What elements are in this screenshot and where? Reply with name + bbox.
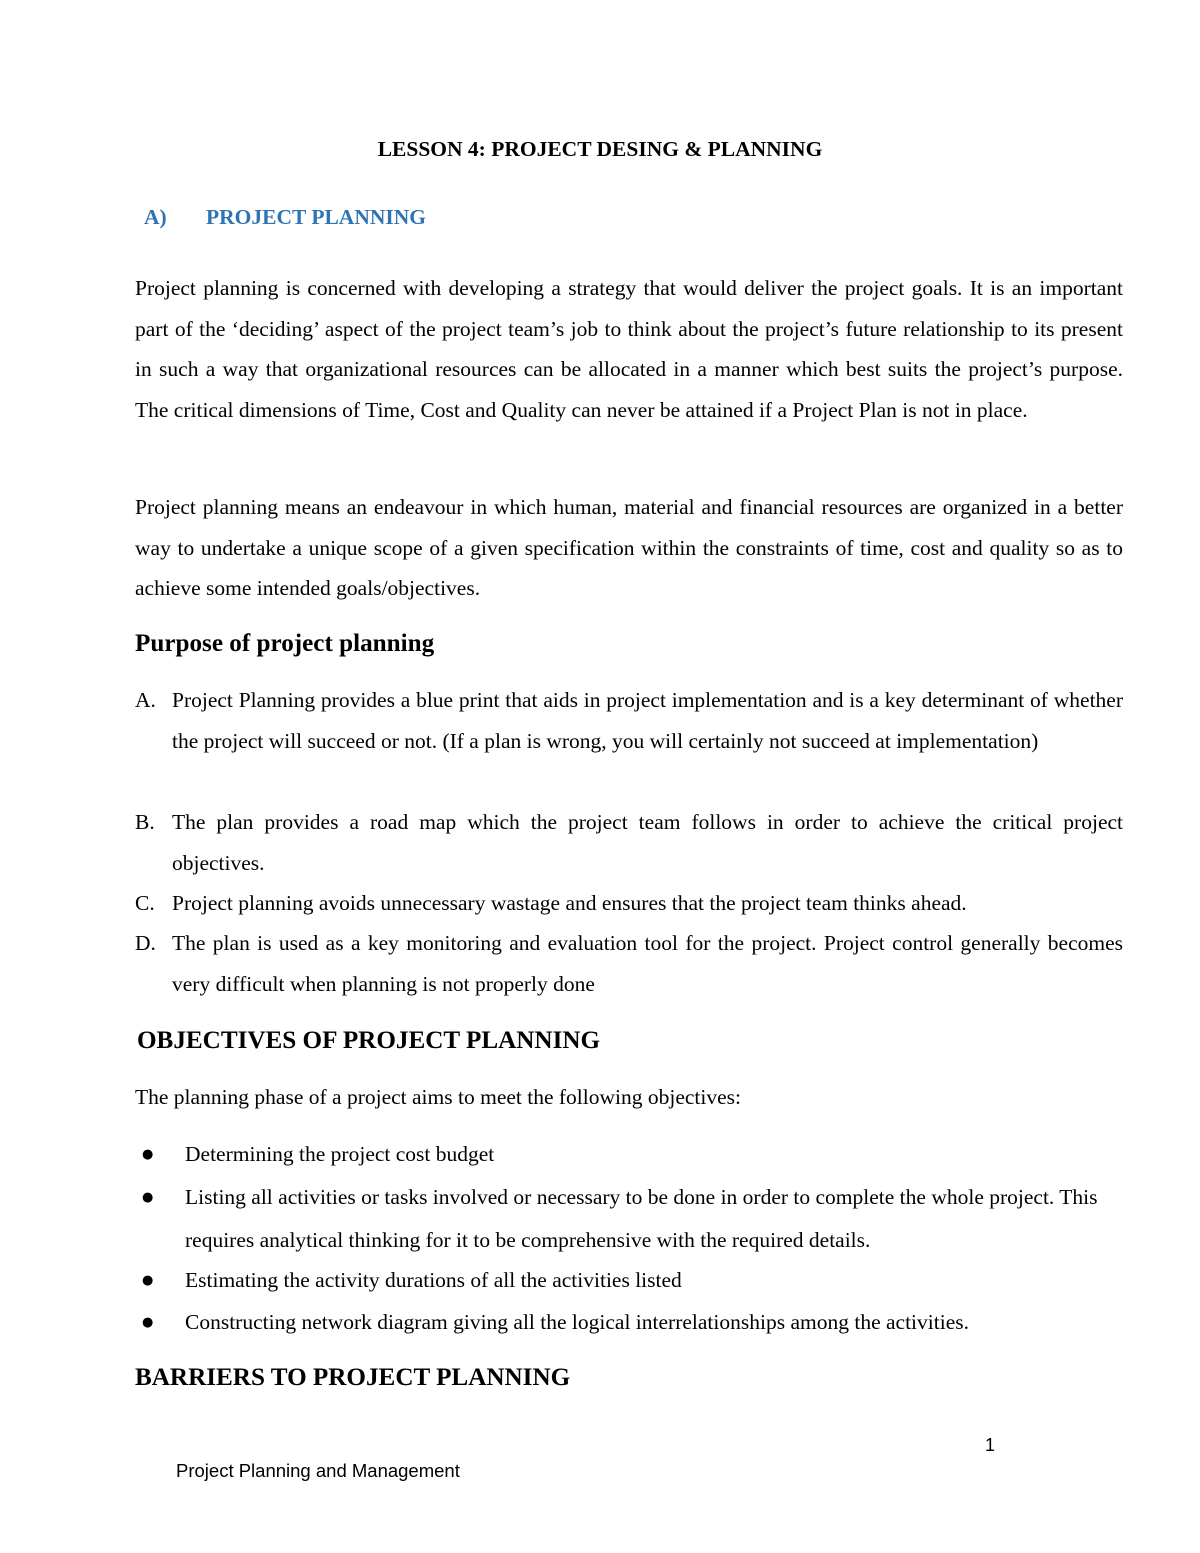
purpose-heading: Purpose of project planning xyxy=(135,630,435,657)
purpose-item-text: The plan is used as a key monitoring and evaluation tool for the project. Project control generally becomes very difficult when planning is not properly done xyxy=(172,931,1123,996)
bullet-icon: ● xyxy=(142,1273,154,1288)
objectives-intro: The planning phase of a project aims to meet the following objectives: xyxy=(135,1085,742,1109)
barriers-heading: BARRIERS TO PROJECT PLANNING xyxy=(135,1364,571,1391)
bullet-icon: ● xyxy=(142,1190,154,1205)
objectives-item-text: Constructing network diagram giving all the logical interrelationships among the activities. xyxy=(185,1310,969,1334)
paragraph-planning-definition: Project planning is concerned with developing a strategy that would deliver the project goals. It is an important part of the ‘deciding’ aspect of the project team’s job to think about the project’s future relationship to its present in such a way that organizational resources can be allocated in a manner which best suits the project’s purpose. The critical dimensions of Time, Cost and Quality can never be attained if a Project Plan is not in place. xyxy=(135,276,1123,422)
bullet-icon: ● xyxy=(142,1147,154,1162)
purpose-item-marker: D. xyxy=(135,931,156,955)
bullet-icon: ● xyxy=(142,1315,154,1330)
objectives-item-text: Listing all activities or tasks involved or necessary to be done in order to complete the whole project. This requires analytical thinking for it to be comprehensive with the required details. xyxy=(185,1185,1098,1252)
purpose-item-text: Project Planning provides a blue print that aids in project implementation and is a key determinant of whether the project will succeed or not. (If a plan is wrong, you will certainly not succeed at implementation) xyxy=(172,688,1123,753)
purpose-item-marker: A. xyxy=(135,688,156,712)
lesson-title: LESSON 4: PROJECT DESING & PLANNING xyxy=(377,137,823,161)
section-a-marker: A) xyxy=(144,205,167,229)
purpose-item-text: The plan provides a road map which the project team follows in order to achieve the critical project objectives. xyxy=(172,810,1123,875)
purpose-item-marker: C. xyxy=(135,891,155,915)
objectives-item-text: Determining the project cost budget xyxy=(185,1142,495,1166)
paragraph-planning-means: Project planning means an endeavour in which human, material and financial resources are organized in a better way to undertake a unique scope of a given specification within the constraints of time, cost and quality so as to achieve some intended goals/objectives. xyxy=(135,495,1123,600)
section-a-heading xyxy=(144,202,426,232)
purpose-item-text: Project planning avoids unnecessary wastage and ensures that the project team thinks ahead. xyxy=(172,891,967,915)
objectives-heading: OBJECTIVES OF PROJECT PLANNING xyxy=(137,1027,601,1054)
objectives-item-text: Estimating the activity durations of all the activities listed xyxy=(185,1268,682,1292)
purpose-item-marker: B. xyxy=(135,810,155,834)
footer-title: Project Planning and Management xyxy=(176,1460,460,1481)
page-number: 1 xyxy=(984,1435,995,1455)
section-a-title: PROJECT PLANNING xyxy=(206,205,426,229)
